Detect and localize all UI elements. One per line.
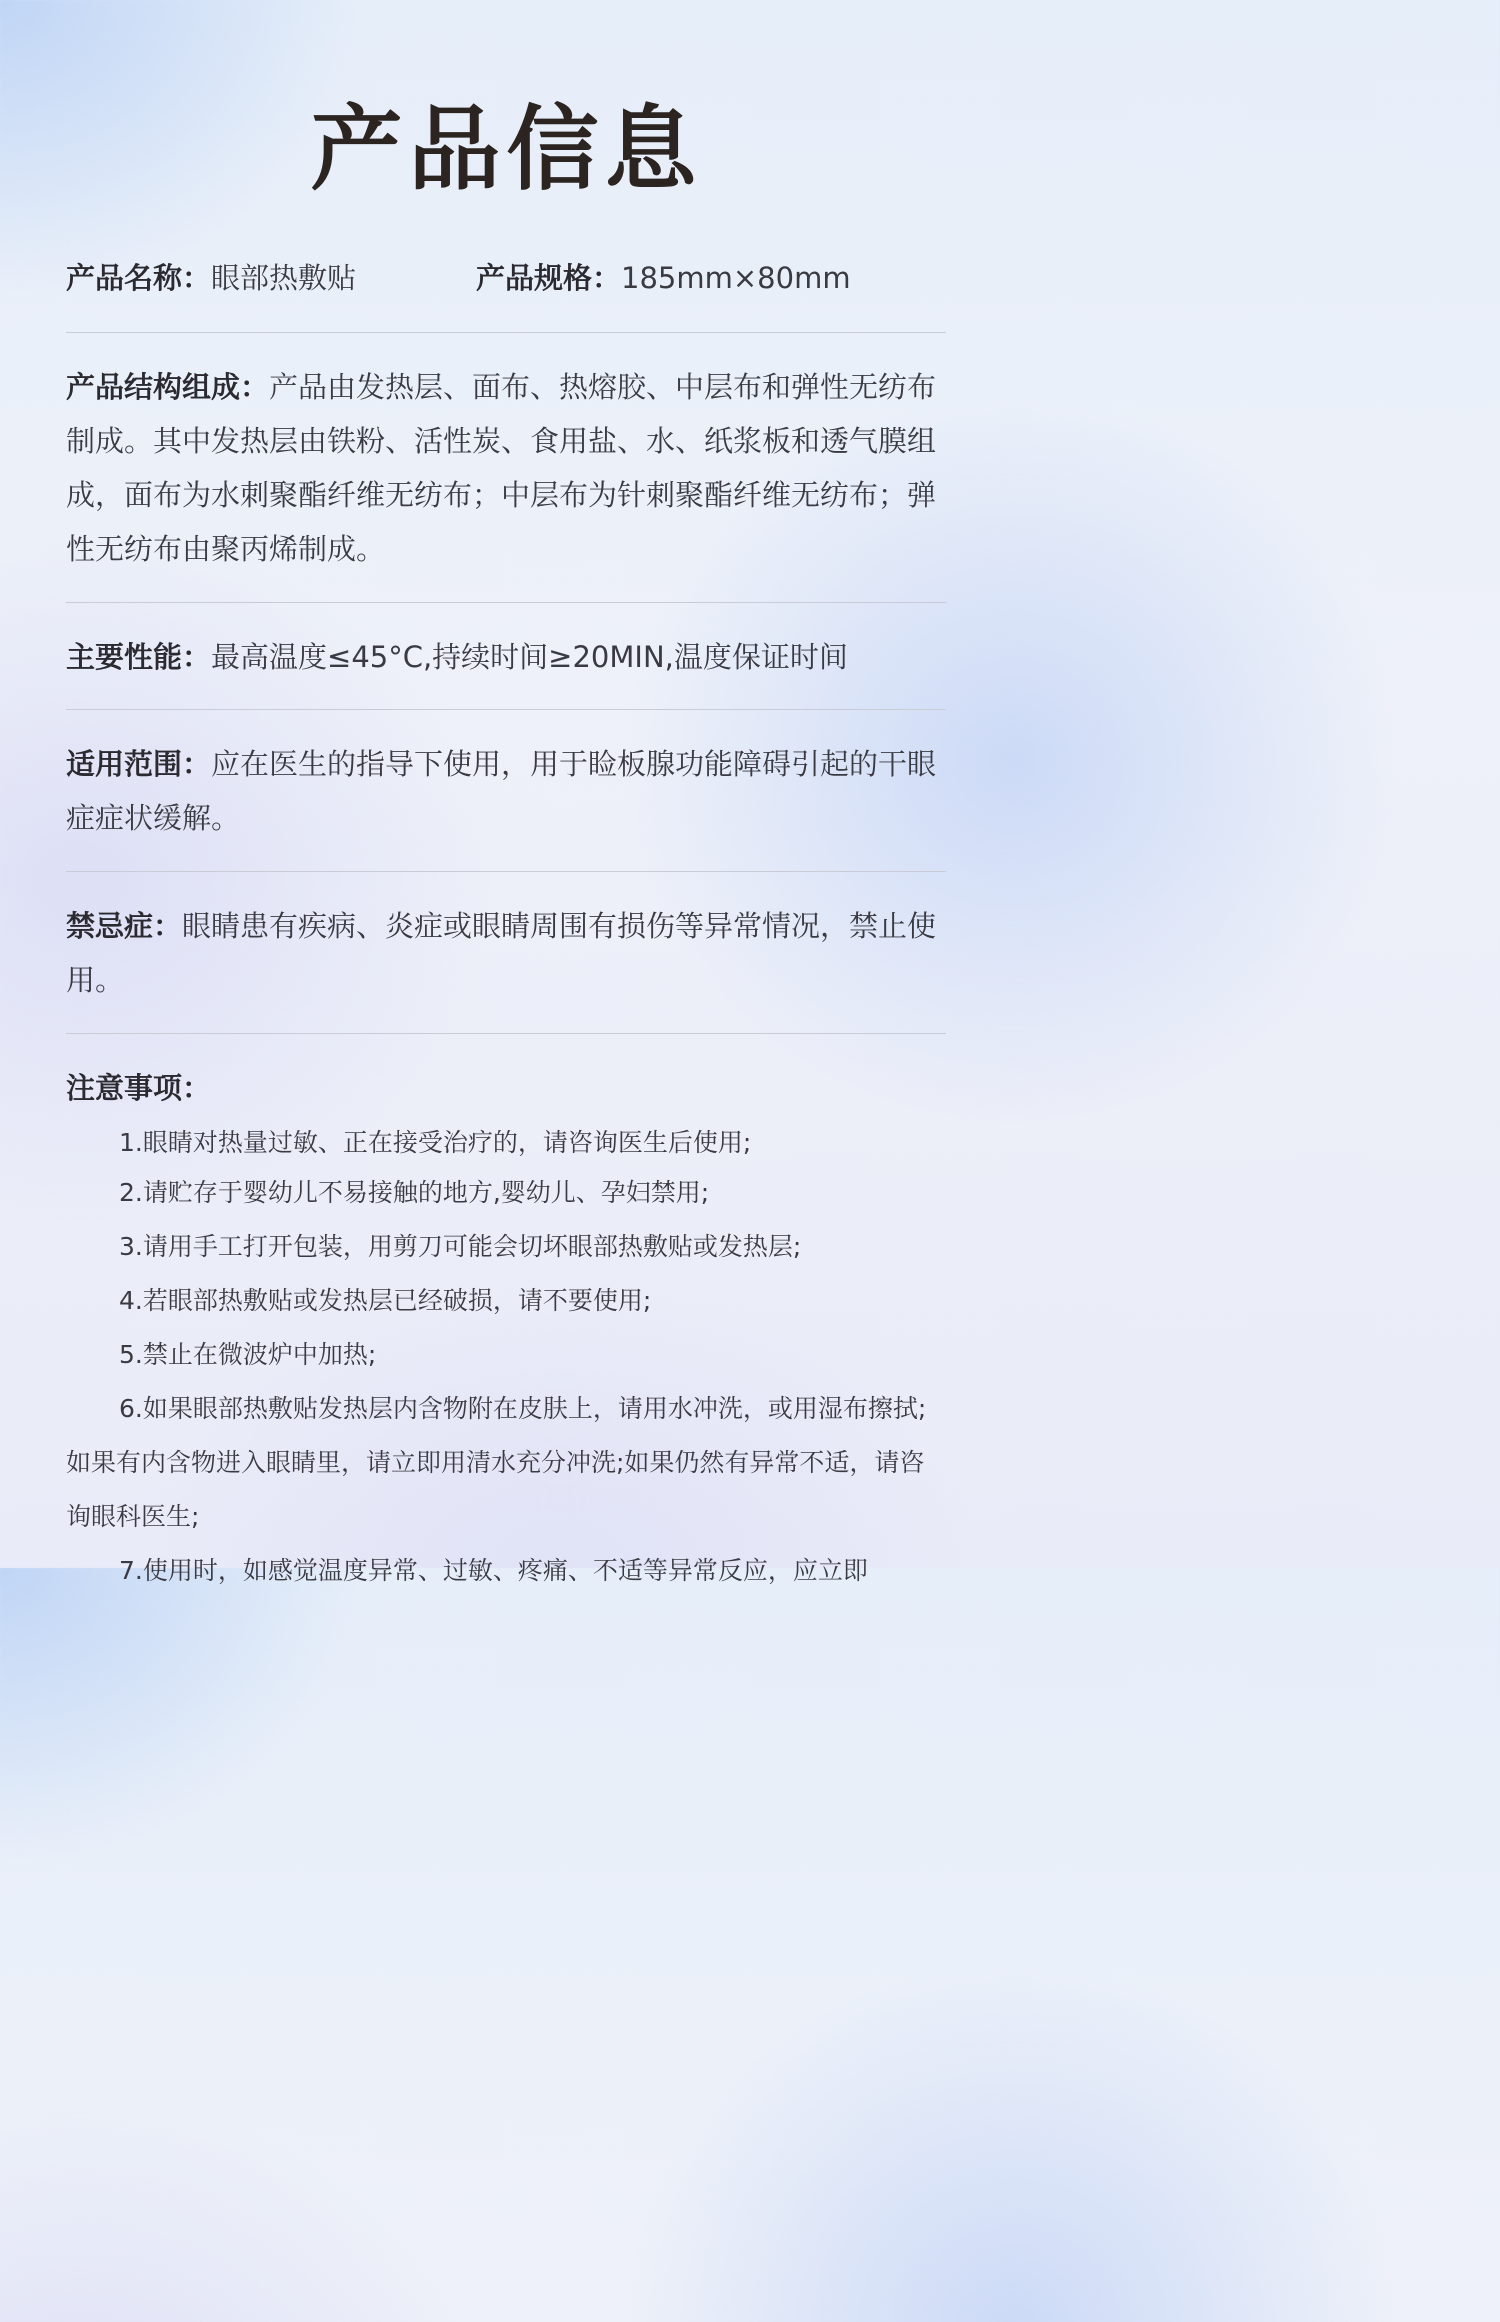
scope-value: 应在医生的指导下使用，用于睑板腺功能障碍引起的干眼症症状缓解。 [66, 747, 937, 835]
note-item: 1.眼睛对热量过敏、正在接受治疗的，请咨询医生后使用; [119, 1128, 752, 1157]
divider [66, 709, 946, 710]
performance-value: 最高温度≤45°C,持续时间≥20MIN,温度保证时间 [211, 640, 848, 674]
divider [66, 602, 946, 603]
structure-label: 产品结构组成： [66, 370, 270, 404]
contraindication-value: 眼睛患有疾病、炎症或眼睛周围有损伤等异常情况，禁止使用。 [66, 909, 937, 997]
structure-value: 产品由发热层、面布、热熔胶、中层布和弹性无纺布制成。其中发热层由铁粉、活性炭、食用盐、水、纸浆板和透气膜组成，面布为水刺聚酯纤维无纺布；中层布为针刺聚酯纤维无纺布；弹性无纺布由聚丙烯制成。 [66, 370, 937, 566]
page-title: 产品信息 [310, 96, 703, 203]
note-item: 7.使用时，如感觉温度异常、过敏、疼痛、不适等异常反应，应立即 [119, 1556, 868, 1585]
contraindication-row [66, 899, 946, 1007]
structure-row [66, 360, 946, 576]
product-name-value: 眼部热敷贴 [211, 261, 357, 295]
product-spec-label: 产品规格： [476, 261, 622, 295]
notes-label: 注意事项： [66, 1071, 212, 1105]
scope-row [66, 737, 946, 845]
scope-label: 适用范围： [66, 747, 212, 781]
performance-row [66, 630, 946, 684]
note-item: 3.请用手工打开包装，用剪刀可能会切坏眼部热敷贴或发热层; [119, 1232, 802, 1261]
notes-heading [66, 1061, 946, 1115]
note-item: 5.禁止在微波炉中加热; [119, 1340, 377, 1369]
product-name-label: 产品名称： [66, 261, 212, 295]
divider [66, 871, 946, 872]
divider [66, 1033, 946, 1034]
product-spec-value: 185mm×80mm [621, 261, 851, 295]
performance-label: 主要性能： [66, 640, 212, 674]
note-item: 6.如果眼部热敷贴发热层内含物附在皮肤上，请用水冲洗，或用湿布擦拭;如果有内含物进入眼睛里，请立即用清水充分冲洗;如果仍然有异常不适，请咨询眼科医生; [66, 1394, 927, 1531]
note-item: 4.若眼部热敷贴或发热层已经破损，请不要使用; [119, 1286, 652, 1315]
product-spec-row [476, 251, 956, 305]
divider [66, 332, 946, 333]
contraindication-label: 禁忌症： [66, 909, 183, 943]
note-item: 2.请贮存于婴幼儿不易接触的地方,婴幼儿、孕妇禁用; [119, 1178, 710, 1207]
